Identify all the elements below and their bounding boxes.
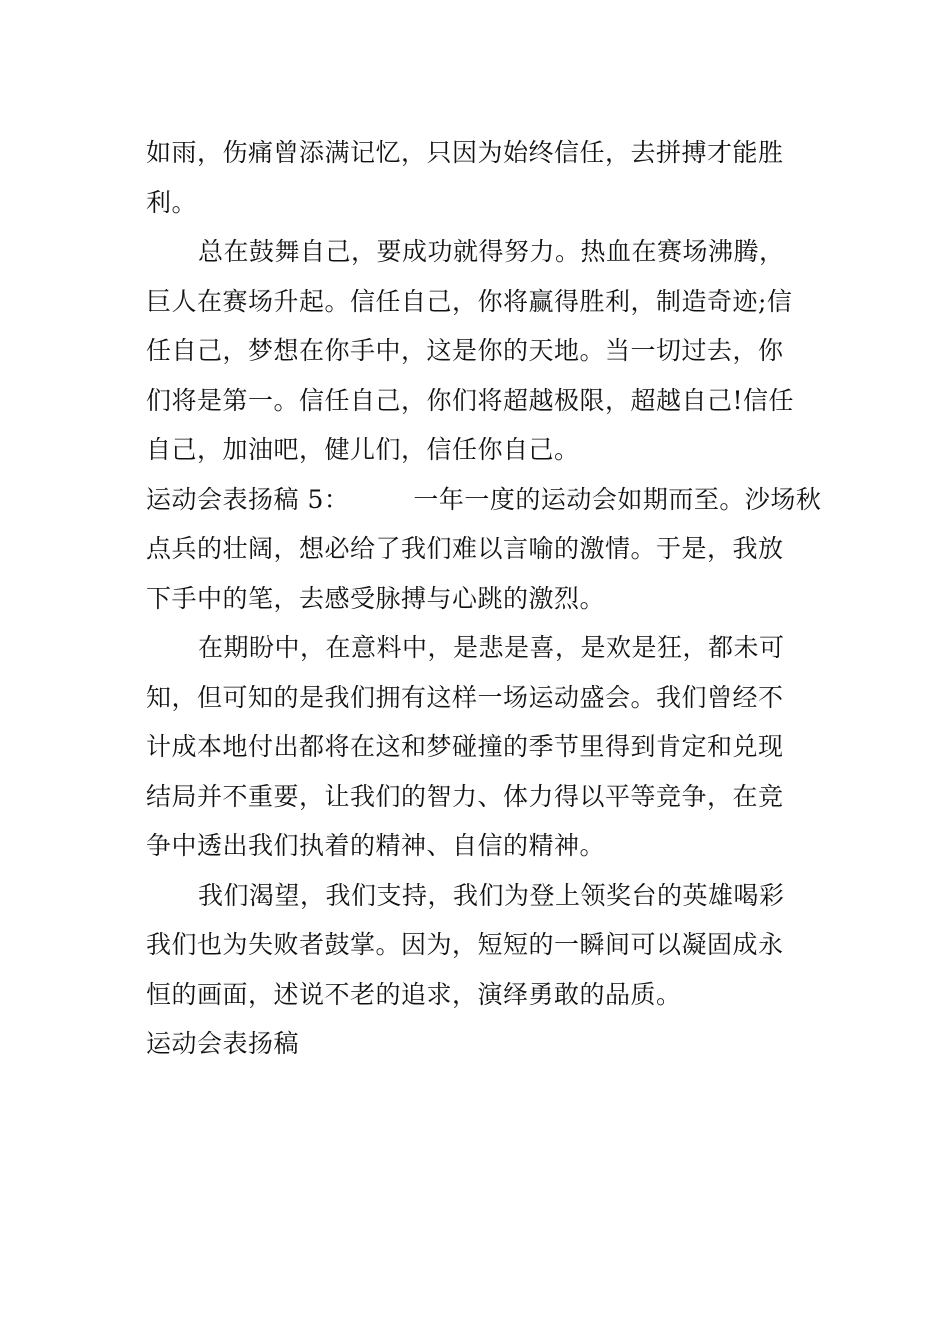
text-line: 如雨，伤痛曾添满记忆，只因为始终信任，去拼搏才能胜 xyxy=(146,138,784,167)
text-line: 计成本地付出都将在这和梦碰撞的季节里得到肯定和兑现 xyxy=(146,732,784,761)
text-line: 下手中的笔，去感受脉搏与心跳的激烈。 xyxy=(146,583,606,613)
section-heading: 运动会表扬稿 xyxy=(146,1029,300,1058)
paragraph-3 xyxy=(146,475,822,624)
text-line: 自己，加油吧，健儿们，信任你自己。 xyxy=(146,435,580,464)
section-heading: 运动会表扬稿 5： xyxy=(146,484,350,514)
paragraph-1 xyxy=(146,128,810,227)
paragraph-4 xyxy=(146,623,810,871)
paragraph-5 xyxy=(146,871,810,1020)
text-line: 任自己，梦想在你手中，这是你的天地。当一切过去，你 xyxy=(146,336,784,365)
section-heading-line xyxy=(146,475,822,525)
text-line: 我们渴望，我们支持，我们为登上领奖台的英雄喝彩 xyxy=(198,880,785,910)
paragraph-2 xyxy=(146,227,810,475)
text-line: 结局并不重要，让我们的智力、体力得以平等竞争，在竞 xyxy=(146,781,784,811)
text-span: 一年一度的运动会如期而至。沙场秋 xyxy=(413,484,822,514)
text-line: 恒的画面，述说不老的追求，演绎勇敢的品质。 xyxy=(146,979,682,1009)
text-line: 我们也为失败者鼓掌。因为，短短的一瞬间可以凝固成永 xyxy=(146,930,784,959)
text-line: 们将是第一。信任自己，你们将超越极限，超越自己!信任 xyxy=(146,385,795,415)
text-line: 总在鼓舞自己，要成功就得努力。热血在赛场沸腾， xyxy=(198,237,785,266)
text-line: 争中透出我们执着的精神、自信的精神。 xyxy=(146,831,606,860)
document-body xyxy=(146,128,822,1069)
text-line: 知，但可知的是我们拥有这样一场运动盛会。我们曾经不 xyxy=(146,682,784,712)
text-line: 利。 xyxy=(146,187,198,217)
text-line: 巨人在赛场升起。信任自己，你将赢得胜利，制造奇迹;信 xyxy=(146,286,793,316)
paragraph-6 xyxy=(146,1019,810,1069)
text-line: 在期盼中，在意料中，是悲是喜，是欢是狂，都未可 xyxy=(198,633,785,662)
text-line: 点兵的壮阔，想必给了我们难以言喻的激情。于是，我放 xyxy=(146,534,784,563)
